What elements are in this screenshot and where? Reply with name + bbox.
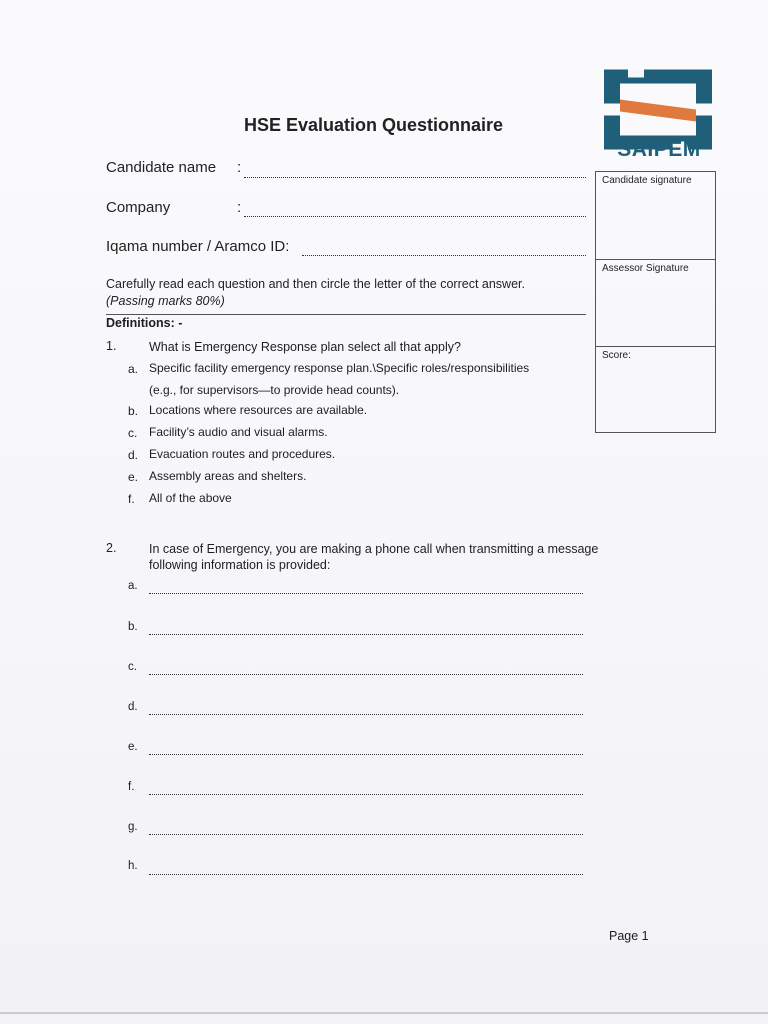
page-edge: [0, 1012, 768, 1014]
q2-answer-a-letter: a.: [128, 580, 138, 592]
q1-option-f-letter[interactable]: f.: [128, 492, 135, 506]
q2-text-line1: In case of Emergency, you are making a phone call when transmitting a message: [149, 542, 599, 556]
assessor-signature-box[interactable]: [595, 259, 716, 346]
q2-answer-b-letter: b.: [128, 621, 138, 633]
q1-option-a-text-2: (e.g., for supervisors—to provide head counts).: [149, 383, 400, 397]
q2-answer-g-line[interactable]: [149, 833, 583, 835]
q2-answer-b-line[interactable]: [149, 633, 583, 635]
q2-text-line2: following information is provided:: [149, 558, 331, 572]
q2-answer-c-letter: c.: [128, 661, 137, 673]
candidate-signature-box[interactable]: [595, 171, 716, 259]
score-label: Score:: [602, 350, 631, 361]
q2-answer-f-letter: f.: [128, 781, 135, 793]
q1-option-b-text: Locations where resources are available.: [149, 403, 368, 417]
assessor-signature-label: Assessor Signature: [602, 263, 689, 274]
q1-option-e-text: Assembly areas and shelters.: [149, 469, 307, 483]
candidate-signature-label: Candidate signature: [602, 175, 692, 186]
q1-option-d-text: Evacuation routes and procedures.: [149, 447, 336, 461]
instructions-text: Carefully read each question and then circle the letter of the correct answer.: [106, 277, 525, 291]
q2-answer-c-line[interactable]: [149, 673, 583, 675]
q2-answer-g-letter: g.: [128, 821, 138, 833]
page-number: Page 1: [609, 929, 649, 943]
iqama-label: Iqama number / Aramco ID:: [106, 238, 290, 255]
q1-option-d-letter[interactable]: d.: [128, 448, 139, 462]
company-label: Company: [106, 199, 171, 216]
page-title: HSE Evaluation Questionnaire: [244, 115, 504, 135]
iqama-field[interactable]: [302, 254, 586, 256]
q2-answer-d-line[interactable]: [149, 713, 583, 715]
q1-option-b-letter[interactable]: b.: [128, 404, 139, 418]
q2-answer-f-line[interactable]: [149, 793, 583, 795]
q2-number: 2.: [106, 541, 117, 555]
passing-marks: (Passing marks 80%): [106, 294, 225, 308]
q1-option-c-text: Facility’s audio and visual alarms.: [149, 425, 328, 439]
q1-text: What is Emergency Response plan select all that apply?: [149, 340, 461, 354]
q2-answer-h-letter: h.: [128, 860, 138, 872]
q2-answer-a-line[interactable]: [149, 592, 583, 594]
logo-text: SAIPEM: [617, 138, 701, 161]
q2-answer-e-letter: e.: [128, 741, 138, 753]
q1-number: 1.: [106, 339, 117, 353]
candidate-name-colon: :: [237, 159, 242, 176]
divider: [106, 314, 586, 315]
q2-answer-h-line[interactable]: [149, 873, 583, 875]
q1-option-e-letter[interactable]: e.: [128, 470, 139, 484]
q1-option-f-text: All of the above: [149, 491, 232, 505]
q2-answer-d-letter: d.: [128, 701, 138, 713]
q1-option-a-text: Specific facility emergency response plan.\Specific roles/responsibilities: [149, 361, 530, 375]
company-colon: :: [237, 199, 242, 216]
definitions-heading: Definitions: -: [106, 316, 183, 330]
company-field[interactable]: [244, 215, 586, 217]
q2-answer-e-line[interactable]: [149, 753, 583, 755]
q1-option-c-letter[interactable]: c.: [128, 426, 138, 440]
score-box[interactable]: [595, 346, 716, 433]
candidate-name-label: Candidate name: [106, 159, 217, 176]
candidate-name-field[interactable]: [244, 176, 586, 178]
q1-option-a-letter[interactable]: a.: [128, 362, 139, 376]
